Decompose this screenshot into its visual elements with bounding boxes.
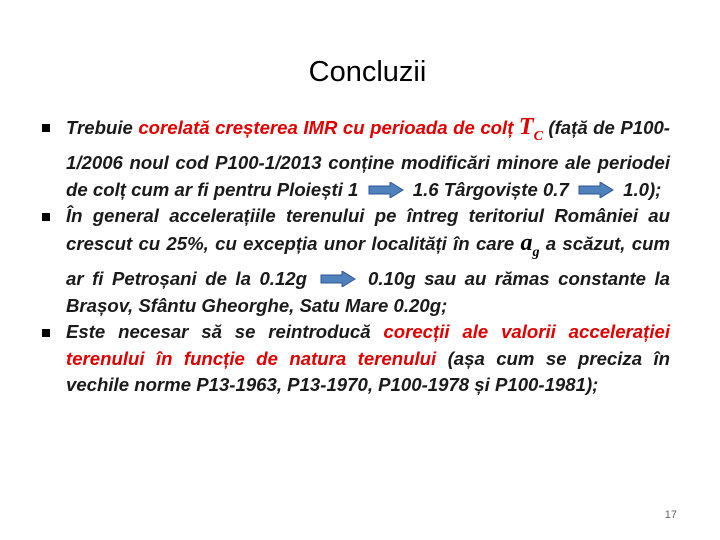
square-bullet-icon <box>42 114 54 142</box>
page-number: 17 <box>664 509 677 521</box>
symbol-a-g: $a_g$ <box>520 229 540 260</box>
bullet-1-text-3: 1.6 Târgoviște 0.7 <box>407 178 574 200</box>
right-arrow-icon <box>320 271 356 287</box>
bullet-list <box>42 114 670 399</box>
square-bullet-icon <box>42 203 54 231</box>
bullet-1-text-4: 1.0); <box>617 178 662 200</box>
right-arrow-icon <box>578 182 614 198</box>
bullet-3-text-1: Este necesar să se reintroducă <box>66 321 384 343</box>
bullet-item-2 <box>42 203 670 319</box>
symbol-t-c: $T_C$ <box>518 114 543 144</box>
bullet-item-3 <box>42 319 670 399</box>
bullet-3-highlight: corecții ale valorii accelerației terenului în funcție de natura terenului <box>66 321 670 369</box>
bullet-2-text-1: În general accelerațiile terenului pe întreg teritoriul României au crescut cu 25%, cu excepția unor localități în care <box>66 205 670 254</box>
bullet-1-text-2: (față de P100-1/2006 noul cod P100-1/2013 conține modificări minore ale periodei de colț cum ar fi pentru Ploiești 1 <box>66 117 670 200</box>
bullet-2-text-3: 0.10g sau au rămas constante la Brașov, Sfântu Gheorghe, Satu Mare 0.20g; <box>66 268 671 316</box>
bullet-1-highlight: corelată creșterea IMR cu perioada de colț <box>138 117 519 138</box>
bullet-3-text-2: (așa cum se preciza în vechile norme P13-1963, P13-1970, P100-1978 și P100-1981); <box>66 347 671 396</box>
bullet-2-text-2: a scăzut, cum ar fi Petroșani de la 0.12g <box>66 232 670 290</box>
bullet-item-1 <box>42 114 670 203</box>
square-bullet-icon <box>42 319 54 347</box>
right-arrow-icon <box>368 182 404 198</box>
slide-title: Concluzii <box>308 56 427 88</box>
bullet-1-text-1: Trebuie <box>66 117 139 138</box>
